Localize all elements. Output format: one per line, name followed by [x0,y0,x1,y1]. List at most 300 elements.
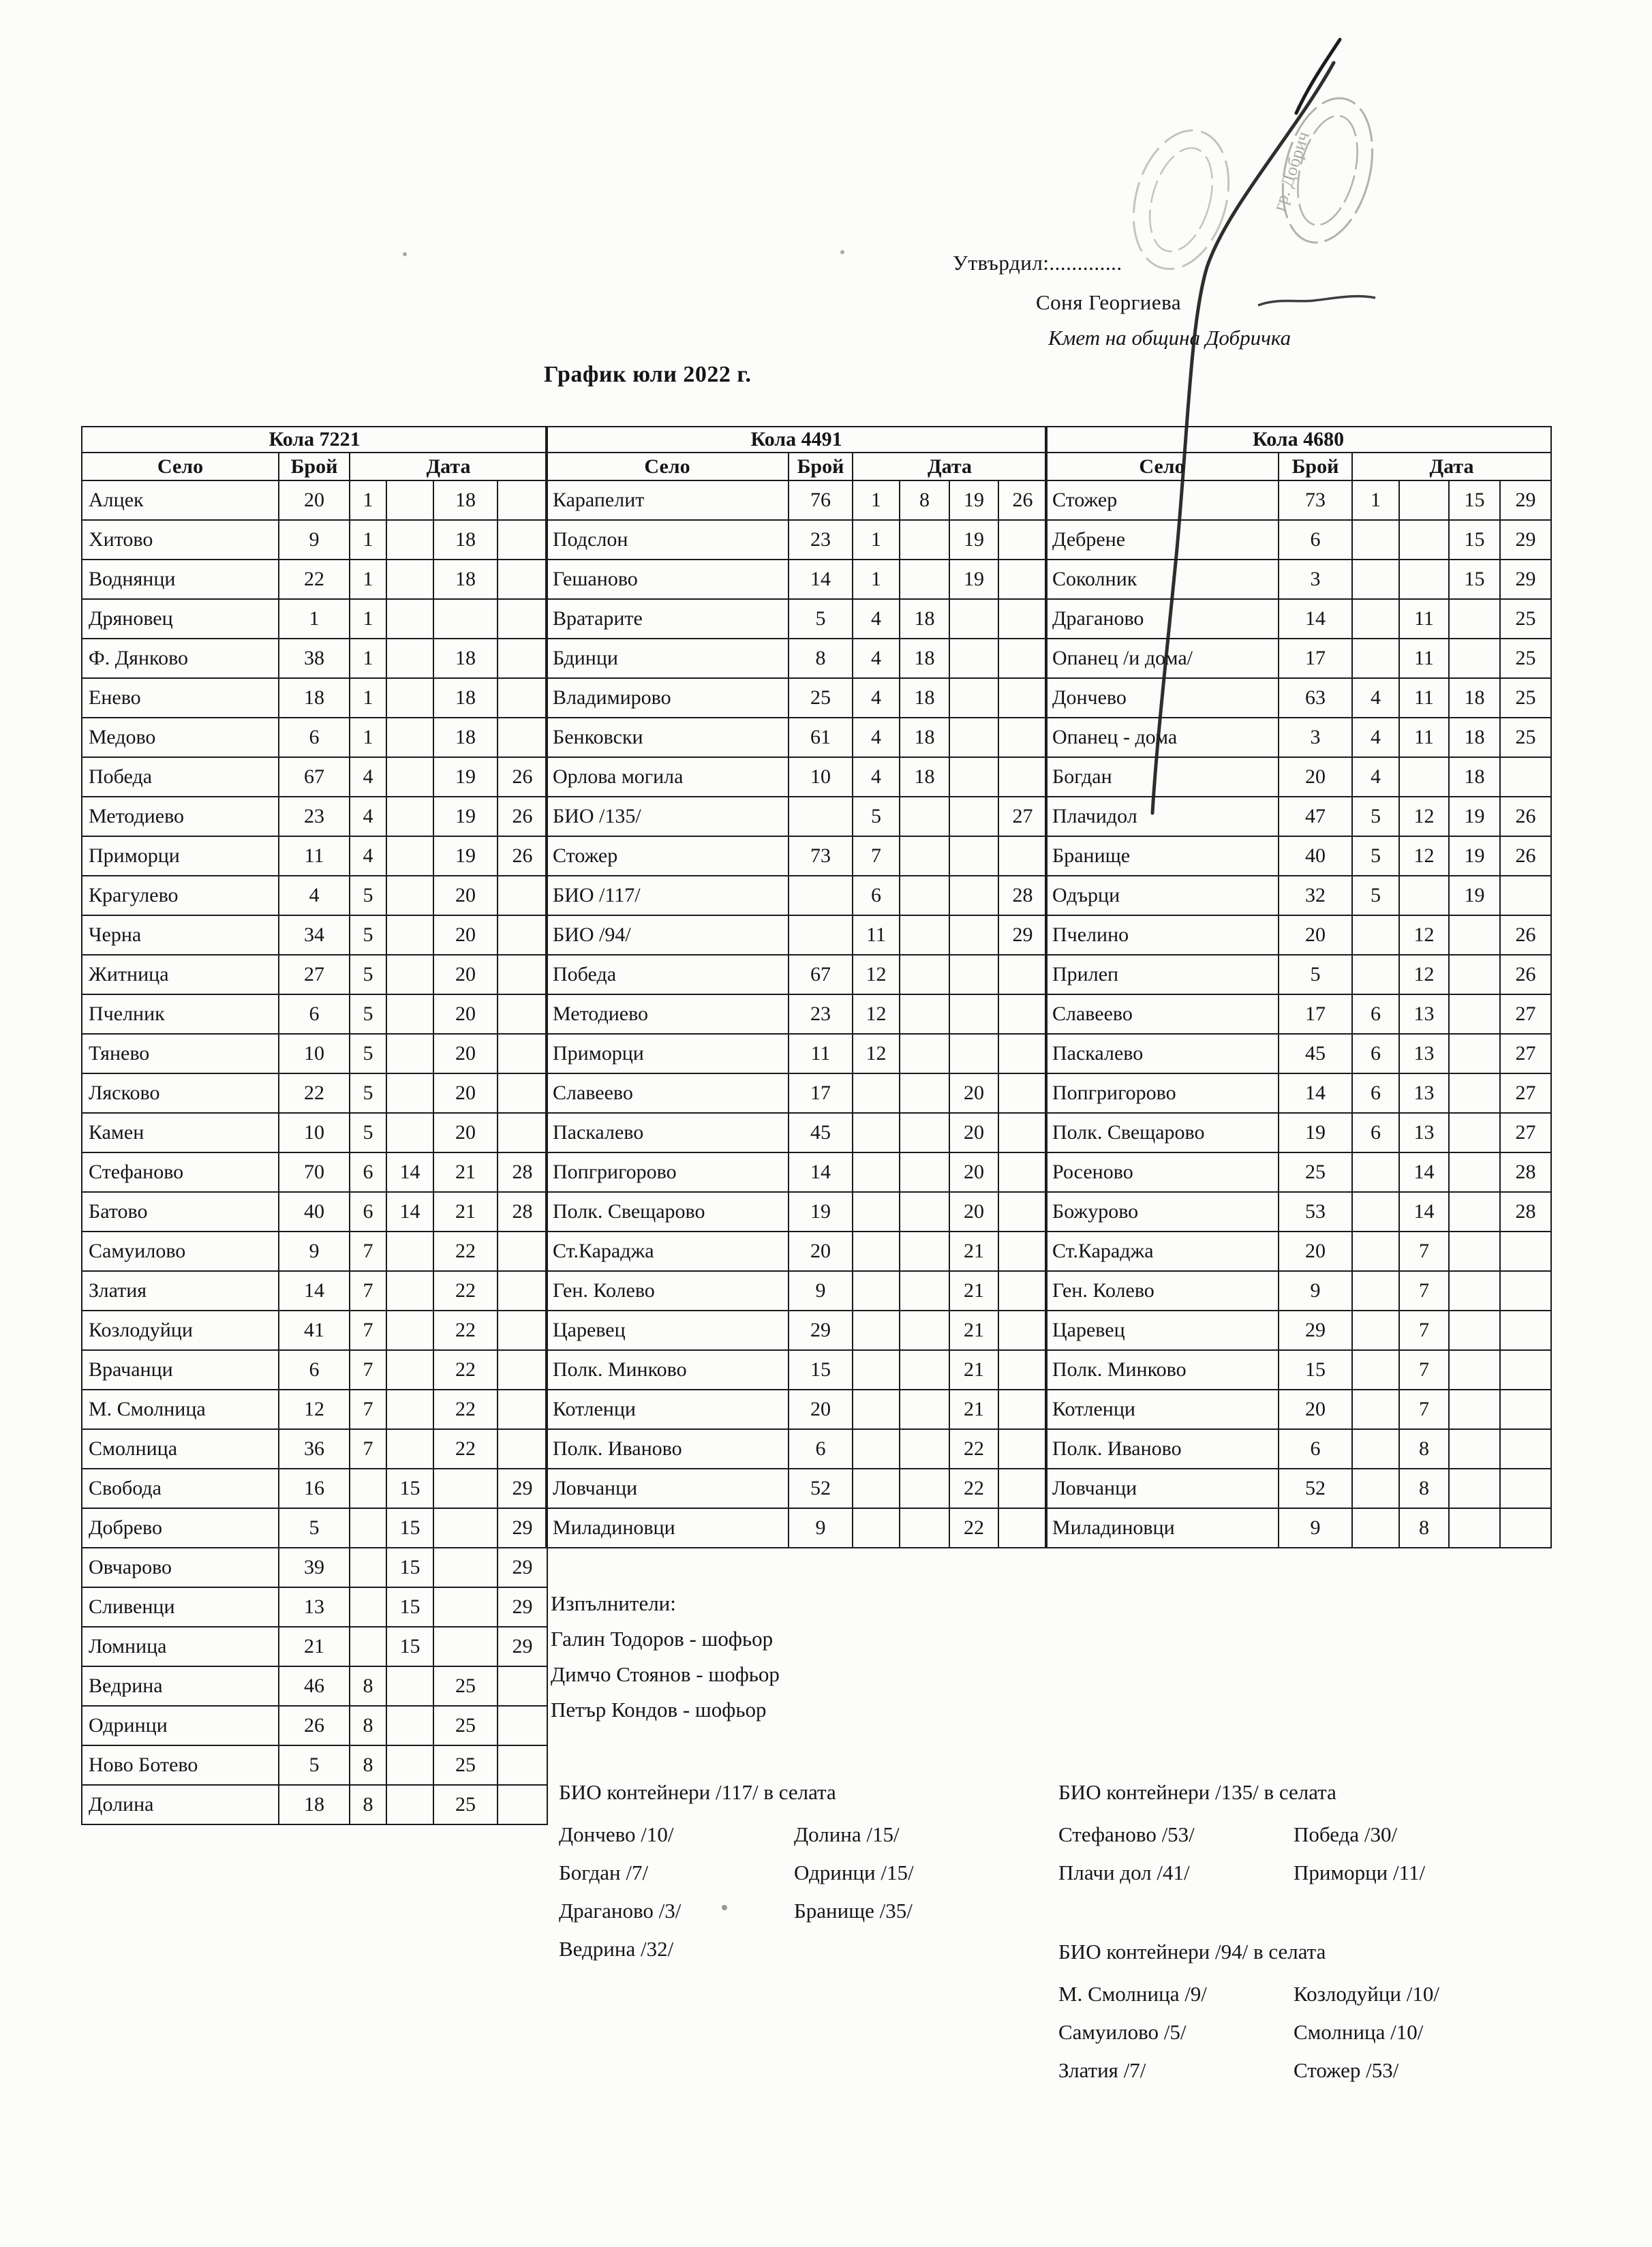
table-row [1045,876,1551,915]
car-title-row [82,427,547,453]
date-column-header: Дата [1352,453,1551,480]
date-cell: 20 [949,1192,998,1232]
village-cell: Котленци [546,1390,789,1429]
date-cell: 1 [350,520,386,560]
list-item: Стефаново /53/ [1058,1822,1195,1846]
date-cell: 19 [1449,876,1500,915]
date-cell [386,520,433,560]
list-item: Долина /15/ [794,1822,900,1846]
bio-section-94 [1058,1940,1556,2096]
table-row [82,1113,547,1152]
date-cell [998,520,1047,560]
date-cell: 7 [1399,1232,1449,1271]
date-cell [900,797,949,836]
date-cell [1352,915,1399,955]
bio-94-heading: БИО контейнери /94/ в селата [1058,1940,1326,1963]
village-cell: Владимирово [546,678,789,718]
date-cell [998,1429,1047,1469]
village-cell: Карапелит [546,480,789,520]
stamp-left [1118,119,1244,280]
date-cell: 25 [1500,639,1551,678]
table-row [546,1232,1047,1271]
village-cell: Лясково [82,1073,279,1113]
village-cell: Приморци [82,836,279,876]
date-cell [1352,1192,1399,1232]
count-cell: 20 [1279,1390,1352,1429]
table-row [1045,1271,1551,1311]
village-cell: Орлова могила [546,757,789,797]
date-cell: 7 [853,836,900,876]
count-column-header: Брой [789,453,853,480]
date-cell: 26 [498,797,547,836]
date-cell: 19 [1449,797,1500,836]
date-cell: 8 [1399,1429,1449,1469]
date-cell: 1 [350,560,386,599]
table-row [82,1192,547,1232]
date-cell [350,1627,386,1666]
date-cell [853,1429,900,1469]
date-cell: 27 [1500,994,1551,1034]
village-cell: Ведрина [82,1666,279,1706]
table-row [546,797,1047,836]
date-cell: 20 [433,994,498,1034]
date-cell: 25 [1500,599,1551,639]
date-cell [900,1508,949,1548]
date-cell [949,1034,998,1073]
date-cell: 7 [1399,1311,1449,1350]
table-row [546,876,1047,915]
date-cell [900,836,949,876]
date-cell: 13 [1399,1034,1449,1073]
date-cell: 4 [853,599,900,639]
village-cell: Попгригорово [546,1152,789,1192]
date-cell [949,678,998,718]
table-row [82,1785,547,1824]
table-row [82,1548,547,1587]
village-cell: Бдинци [546,639,789,678]
count-cell: 6 [1279,1429,1352,1469]
village-cell: Бранище [1045,836,1279,876]
village-cell: Ст.Караджа [546,1232,789,1271]
count-cell: 9 [789,1271,853,1311]
village-cell: Паскалево [546,1113,789,1152]
count-cell: 5 [279,1508,350,1548]
table-row [82,797,547,836]
list-item: Приморци /11/ [1294,1861,1426,1884]
date-cell: 15 [386,1587,433,1627]
count-cell: 25 [789,678,853,718]
count-cell: 10 [279,1113,350,1152]
count-cell: 14 [789,1152,853,1192]
village-cell: Миладиновци [546,1508,789,1548]
table-row [1045,718,1551,757]
date-cell [1500,1508,1551,1548]
village-cell: Полк. Иваново [546,1429,789,1469]
date-cell: 18 [1449,678,1500,718]
date-cell [498,876,547,915]
date-cell: 28 [1500,1192,1551,1232]
date-cell: 26 [1500,955,1551,994]
date-cell [949,876,998,915]
date-cell [900,1350,949,1390]
date-cell: 12 [1399,797,1449,836]
date-cell: 18 [433,639,498,678]
date-cell [350,1548,386,1587]
count-cell: 20 [789,1390,853,1429]
table-row [546,1311,1047,1350]
date-cell [900,1390,949,1429]
count-cell: 3 [1279,718,1352,757]
count-cell: 73 [789,836,853,876]
date-cell [853,1390,900,1429]
table-row [82,1666,547,1706]
village-cell: Дебрене [1045,520,1279,560]
table-row [546,994,1047,1034]
village-cell: Хитово [82,520,279,560]
village-cell: Овчарово [82,1548,279,1587]
table-row [546,1350,1047,1390]
table-row [82,1311,547,1350]
count-cell: 45 [789,1113,853,1152]
bio-135-col2 [1294,1822,1425,1899]
village-cell: Батово [82,1192,279,1232]
date-cell [498,520,547,560]
date-cell [1449,915,1500,955]
count-cell: 9 [789,1508,853,1548]
date-cell [386,1666,433,1706]
date-cell: 20 [433,955,498,994]
date-cell [1449,1508,1500,1548]
village-cell: Самуилово [82,1232,279,1271]
date-cell [1449,1311,1500,1350]
date-cell [1352,1429,1399,1469]
date-cell [498,480,547,520]
date-cell: 5 [1352,836,1399,876]
list-item: Самуилово /5/ [1058,2020,1187,2044]
village-cell: Житница [82,955,279,994]
table-row [1045,1152,1551,1192]
date-cell [386,480,433,520]
village-cell: Ген. Колево [546,1271,789,1311]
table-row [82,955,547,994]
date-cell [498,1113,547,1152]
village-cell: Славеево [546,1073,789,1113]
date-cell: 20 [433,915,498,955]
date-cell: 5 [1352,797,1399,836]
village-column-header: Село [546,453,789,480]
date-cell [949,639,998,678]
date-cell: 29 [1500,560,1551,599]
date-cell [498,1785,547,1824]
count-cell: 76 [789,480,853,520]
date-cell [853,1232,900,1271]
bio-94-col2 [1294,1982,1439,2096]
date-cell: 7 [350,1311,386,1350]
village-cell: Пчелник [82,994,279,1034]
table-row [82,560,547,599]
date-cell [386,1113,433,1152]
village-cell: Стожер [546,836,789,876]
date-cell: 21 [433,1192,498,1232]
village-cell: Царевец [546,1311,789,1350]
table-row [546,836,1047,876]
date-cell: 12 [1399,955,1449,994]
date-cell [998,678,1047,718]
date-cell: 18 [433,718,498,757]
date-cell: 21 [949,1271,998,1311]
count-cell: 6 [279,718,350,757]
village-cell: Смолница [82,1429,279,1469]
village-cell: Паскалево [1045,1034,1279,1073]
date-cell: 11 [1399,599,1449,639]
list-item: Смолница /10/ [1294,2020,1424,2044]
count-cell: 18 [279,1785,350,1824]
count-cell: 46 [279,1666,350,1706]
date-cell: 13 [1399,994,1449,1034]
count-cell: 6 [1279,520,1352,560]
count-cell: 3 [1279,560,1352,599]
count-cell: 26 [279,1706,350,1745]
date-cell: 4 [1352,718,1399,757]
count-column-header: Брой [279,453,350,480]
date-cell [853,1152,900,1192]
table-row [546,1508,1047,1548]
date-cell: 7 [350,1271,386,1311]
count-cell: 5 [789,599,853,639]
date-cell: 6 [1352,1034,1399,1073]
date-column-header: Дата [853,453,1047,480]
car-title: Кола 4680 [1045,427,1551,453]
date-cell [386,955,433,994]
village-cell: Опанец - дома [1045,718,1279,757]
count-cell: 23 [789,520,853,560]
date-cell: 7 [350,1232,386,1271]
count-cell: 39 [279,1548,350,1587]
date-cell: 21 [949,1350,998,1390]
list-item: Стожер /53/ [1294,2058,1399,2082]
count-cell: 41 [279,1311,350,1350]
table-row [1045,678,1551,718]
list-item: Ведрина /32/ [559,1937,674,1961]
date-cell [853,1113,900,1152]
count-cell: 29 [1279,1311,1352,1350]
date-cell [1449,1271,1500,1311]
date-cell: 12 [853,955,900,994]
village-cell: Дряновец [82,599,279,639]
date-cell: 14 [386,1152,433,1192]
count-cell: 5 [279,1745,350,1785]
date-cell: 20 [949,1113,998,1152]
count-cell: 20 [1279,757,1352,797]
date-cell [949,797,998,836]
table-row [546,678,1047,718]
date-cell: 26 [498,836,547,876]
village-cell: Сливенци [82,1587,279,1627]
bio-section-135 [1058,1780,1556,1899]
date-cell [1500,1350,1551,1390]
date-cell [900,560,949,599]
date-cell: 7 [350,1350,386,1390]
date-cell [350,1508,386,1548]
date-cell [498,560,547,599]
column-header-row [1045,453,1551,480]
date-cell [998,1034,1047,1073]
date-cell [1500,1311,1551,1350]
count-cell: 38 [279,639,350,678]
date-cell [900,1073,949,1113]
signature-tick-icon [1296,40,1340,113]
date-cell [1352,955,1399,994]
date-cell [433,1548,498,1587]
date-cell [386,639,433,678]
table-row [1045,1232,1551,1271]
date-cell [900,520,949,560]
date-cell: 19 [949,520,998,560]
village-cell: Росеново [1045,1152,1279,1192]
date-cell [1352,639,1399,678]
date-cell [498,1745,547,1785]
date-cell: 20 [433,1034,498,1073]
count-cell [789,915,853,955]
count-cell: 70 [279,1152,350,1192]
date-cell: 1 [853,560,900,599]
date-cell: 6 [1352,994,1399,1034]
table-row [1045,520,1551,560]
date-cell [1352,520,1399,560]
date-cell: 29 [498,1627,547,1666]
table-row [546,955,1047,994]
date-cell: 25 [1500,718,1551,757]
list-item: Одринци /15/ [794,1861,914,1884]
date-cell: 28 [1500,1152,1551,1192]
date-cell: 28 [998,876,1047,915]
table-row [82,718,547,757]
date-cell: 15 [1449,560,1500,599]
table-row [1045,1113,1551,1152]
count-column-header: Брой [1279,453,1352,480]
table-row [1045,1469,1551,1508]
date-cell [949,718,998,757]
table-row [82,1152,547,1192]
table-row [82,678,547,718]
date-cell: 4 [350,836,386,876]
date-cell: 22 [949,1508,998,1548]
date-cell: 21 [433,1152,498,1192]
table-row [546,480,1047,520]
village-cell: Миладиновци [1045,1508,1279,1548]
table-row [82,1627,547,1666]
date-cell: 19 [433,836,498,876]
count-cell: 40 [1279,836,1352,876]
village-cell: БИО /94/ [546,915,789,955]
date-cell [998,1390,1047,1429]
date-cell [386,1785,433,1824]
date-cell [949,955,998,994]
date-cell [498,1390,547,1429]
village-cell: Свобода [82,1469,279,1508]
date-cell: 15 [1449,520,1500,560]
count-cell: 20 [789,1232,853,1271]
date-cell: 5 [350,955,386,994]
count-cell: 23 [279,797,350,836]
count-cell: 13 [279,1587,350,1627]
date-cell [1352,1232,1399,1271]
table-row [82,1350,547,1390]
date-cell [998,994,1047,1034]
village-cell: Одърци [1045,876,1279,915]
date-cell: 26 [1500,836,1551,876]
village-cell: Вратарите [546,599,789,639]
date-cell: 20 [949,1073,998,1113]
date-cell: 7 [1399,1350,1449,1390]
count-cell: 14 [1279,599,1352,639]
date-cell [386,1706,433,1745]
village-cell: Попгригорово [1045,1073,1279,1113]
count-cell: 9 [1279,1508,1352,1548]
village-cell: Ст.Караджа [1045,1232,1279,1271]
date-cell: 18 [1449,757,1500,797]
document-title: График юли 2022 г. [544,362,752,387]
date-cell: 26 [1500,797,1551,836]
village-cell: Приморци [546,1034,789,1073]
list-item: Драганово /3/ [559,1899,682,1923]
car-title-row [1045,427,1551,453]
date-cell: 4 [350,757,386,797]
table-row [546,1469,1047,1508]
count-cell: 12 [279,1390,350,1429]
date-cell: 5 [1352,876,1399,915]
date-cell [498,1271,547,1311]
date-cell: 20 [433,1113,498,1152]
list-item: Богдан /7/ [559,1861,649,1884]
table-row [1045,1390,1551,1429]
count-cell [789,876,853,915]
date-cell: 8 [350,1745,386,1785]
date-cell [386,1311,433,1350]
date-cell [498,955,547,994]
count-cell: 20 [279,480,350,520]
date-cell: 5 [350,915,386,955]
table-row [82,994,547,1034]
date-cell: 19 [1449,836,1500,876]
date-cell [853,1508,900,1548]
schedule-table-car-7221 [81,426,548,1825]
date-cell: 4 [853,678,900,718]
approver-name: Соня Георгиева [1036,290,1182,314]
list-item: М. Смолница /9/ [1058,1982,1207,2006]
date-cell [998,1232,1047,1271]
count-cell: 11 [789,1034,853,1073]
count-cell: 22 [279,1073,350,1113]
date-cell: 8 [900,480,949,520]
date-cell: 20 [433,1073,498,1113]
date-cell: 22 [949,1429,998,1469]
date-cell [998,1469,1047,1508]
date-cell [1449,1152,1500,1192]
bio-section-117 [559,1780,1036,1975]
date-cell: 18 [1449,718,1500,757]
table-row [82,836,547,876]
date-cell [498,718,547,757]
date-cell: 21 [949,1311,998,1350]
date-cell [1449,1192,1500,1232]
table-row [546,520,1047,560]
date-cell: 18 [900,757,949,797]
village-cell: Врачанци [82,1350,279,1390]
date-cell [433,1508,498,1548]
village-cell: Енево [82,678,279,718]
table-row [1045,955,1551,994]
